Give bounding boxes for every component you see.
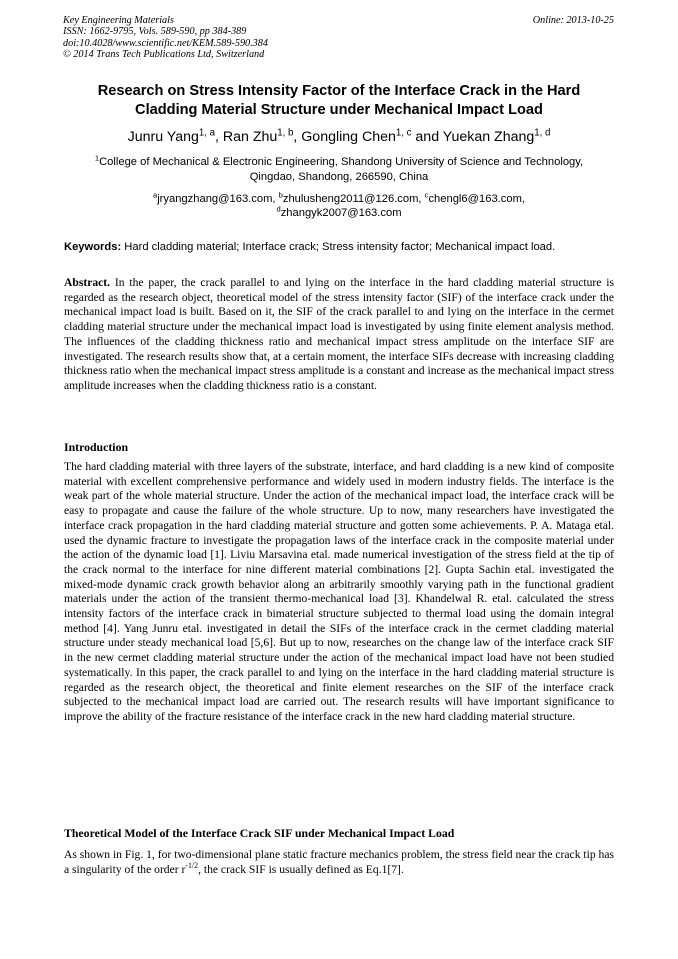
online-date: Online: 2013-10-25 xyxy=(532,15,614,26)
email-link[interactable]: zhangyk2007@163.com xyxy=(280,206,402,219)
affiliation xyxy=(55,155,623,184)
email-list xyxy=(55,190,623,220)
author-sup: 1, d xyxy=(534,127,551,139)
abstract-label: Abstract. xyxy=(64,276,111,289)
author-separator: , xyxy=(214,129,223,145)
keywords-label: Keywords: xyxy=(64,241,122,253)
email-link[interactable]: jryangzhang@163.com, xyxy=(157,193,279,205)
affiliation-line: Qingdao, Shandong, 266590, China xyxy=(249,170,429,183)
introduction-text: The hard cladding material with three layers of the substrate, interface, and hard cladding is a new kind of composite material with excellent comprehensive performance and widely used in modern industry fields. The interface is the weak part of the whole material structure. Under the action of the mechanical impact load, the interface crack will be easy to propagate and cause the failure of the whole structure. Up to now, many researchers have investigated the interface crack propagation in the hard cladding material structure and gotten some achievements. P. A. Mataga etal. used the dynamic fracture to investigate the propagation laws of the interface crack in the composite material under the action of the dynamic load [1]. Liviu Marsavina etal. made numerical investigation of the stress field at the tip of the crack normal to the interface for nine different material combinations [2]. Gupta Sachin etal. investigated the mixed-mode dynamic crack growth behavior along an arbitrarily smoothly varying path in the functional gradient materials under the action of the transient thermo-mechanical load [3]. Khandelwal R. etal. calculated the stress intensity factors of the interface crack in bimaterial structure subjected to thermal load using the domain integral method [4]. Yang Junru etal. investigated in detail the SIFs of the interface crack in the cermet cladding material structure under steady mechanical load [5,6]. But up to now, researches on the change law of the interface crack SIF in the new cermet cladding material structure under the action of the mechanical impact load have not been studied systematically. In this paper, the crack parallel to and lying on the interface in the hard cladding material structure is regarded as the research object, the theoretical and finite element researches on the SIF of the interface crack subjected to the mechanical impact load are carried out. The research results will have important significance to improve the ability of the fracture resistance of the interface crack in the new hard cladding material structure. xyxy=(64,460,614,723)
email-link[interactable]: zhulusheng2011@126.com, xyxy=(282,193,425,205)
author-list xyxy=(40,128,638,146)
email-link[interactable]: chengl6@163.com, xyxy=(428,193,526,205)
author-separator: and xyxy=(411,129,443,145)
theory-text xyxy=(64,848,614,877)
theory-heading: Theoretical Model of the Interface Crack SIF under Mechanical Impact Load xyxy=(64,826,455,840)
introduction-heading: Introduction xyxy=(64,440,129,454)
affiliation-sup: 1 xyxy=(94,153,100,163)
author-sup: 1, b xyxy=(277,127,294,139)
doi-line: doi:10.4028/www.scientific.net/KEM.589-590.384 xyxy=(63,37,268,49)
author-name: Ran Zhu xyxy=(222,129,278,145)
title-line: Research on Stress Intensity Factor of the Interface Crack in the Hard xyxy=(97,83,581,99)
author-name: Gongling Chen xyxy=(301,129,396,145)
issn-line: ISSN: 1662-9795, Vols. 589-590, pp 384-389 xyxy=(63,26,247,38)
title-line: Cladding Material Structure under Mechanical Impact Load xyxy=(135,101,543,118)
theory-text-part: , the crack SIF is usually defined as Eq.1[7]. xyxy=(198,862,404,876)
email-sup: d xyxy=(276,203,281,213)
email-sup: b xyxy=(278,190,283,200)
author-separator: , xyxy=(293,129,302,145)
keywords xyxy=(64,240,616,254)
theory-exponent: -1/2 xyxy=(185,860,199,870)
copyright-line: © 2014 Trans Tech Publications Ltd, Switzerland xyxy=(63,48,265,60)
abstract-text: In the paper, the crack parallel to and lying on the interface in the hard cladding material structure is regarded as the research object, theoretical model of the stress intensity factor (SIF) of the interface crack under the mechanical impact load is built. Based on it, the SIF of the crack parallel to and lying on the interface in the cermet cladding material structure under the mechanical impact load is investigated by using finite element analysis method. The influences of the cladding thickness ratio and mechanical impact stress amplitude on the interface SIF are investigated. The research results show that, at a certain moment, the interface SIFs decrease with increasing cladding thickness ratio when the mechanical impact stress amplitude is a constant and increase as the mechanical impact stress amplitude increases when the cladding thickness ratio is a constant. xyxy=(64,276,614,392)
email-sup: c xyxy=(424,190,429,200)
affiliation-line: College of Mechanical & Electronic Engineering, Shandong University of Science and Technology, xyxy=(99,156,584,168)
journal-header xyxy=(63,15,268,60)
author-sup: 1, c xyxy=(395,127,412,139)
journal-name: Key Engineering Materials xyxy=(63,15,174,26)
paper-title xyxy=(40,82,638,119)
theory-text-part: As shown in Fig. 1, for two-dimensional plane static fracture mechanics problem, the stress field near the crack tip has a singularity of the order r xyxy=(64,848,614,876)
abstract xyxy=(64,276,614,394)
author-name: Junru Yang xyxy=(127,129,199,145)
email-sup: a xyxy=(152,190,158,200)
author-sup: 1, a xyxy=(198,127,215,139)
author-name: Yuekan Zhang xyxy=(442,129,535,145)
keywords-text: Hard cladding material; Interface crack; Stress intensity factor; Mechanical impact load. xyxy=(121,241,556,253)
